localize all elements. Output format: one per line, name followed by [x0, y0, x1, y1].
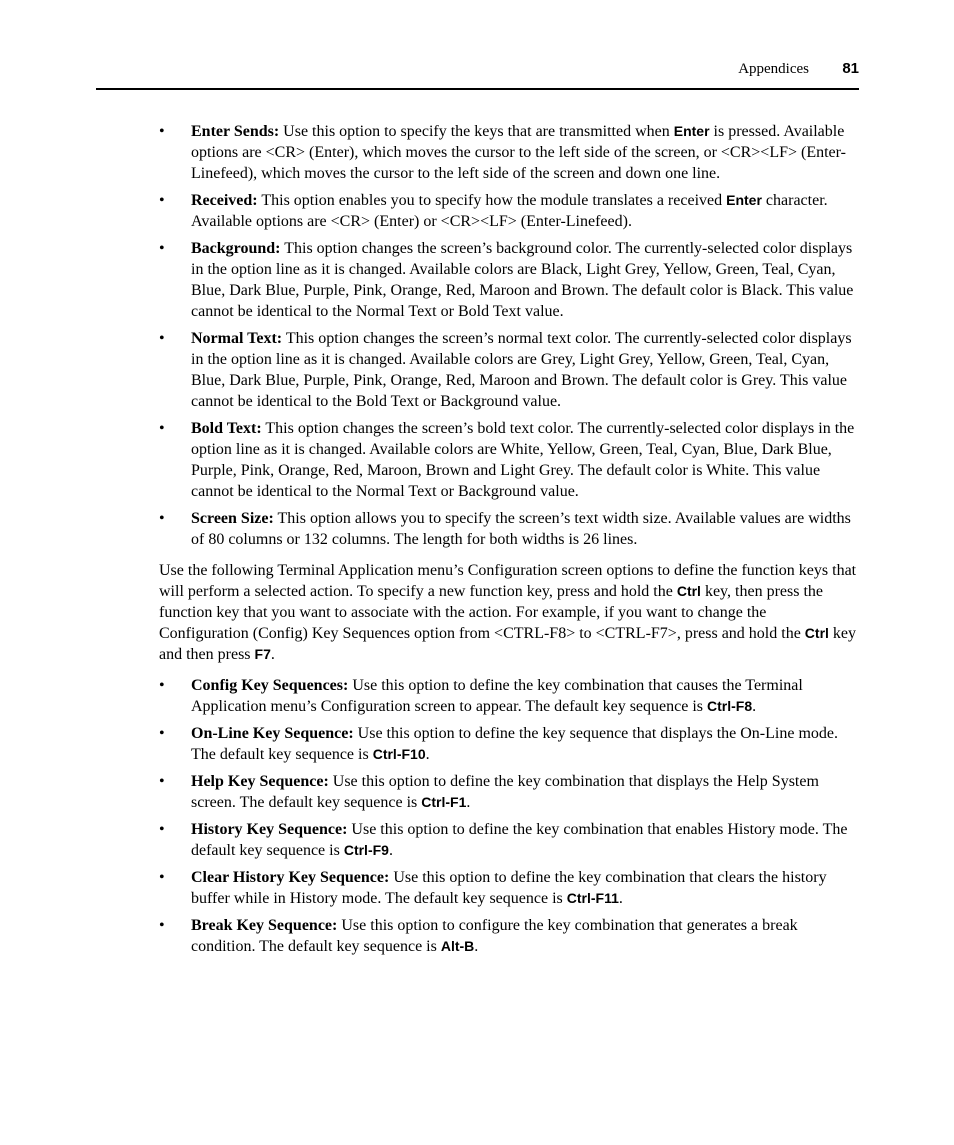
list-item — [159, 867, 859, 909]
bullet-icon: • — [159, 725, 165, 742]
body-text: This option changes the screen’s background color. The currently-selected color displays in the option line as it is changed. Available colors are Black, Light Grey, Yellow, Green, Teal, Cyan, Blue, Dark Blue, Purple, Pink, Orange, Red, Maroon and Brown. The default color is Black. This value cannot be identical to the Normal Text or Bold Text value. — [191, 240, 854, 320]
header-rule — [96, 88, 859, 90]
key-name: Enter — [726, 192, 762, 208]
option-term: On-Line Key Sequence: — [191, 725, 354, 742]
option-term: Config Key Sequences: — [191, 677, 349, 694]
key-sequence-list — [159, 675, 859, 957]
bullet-icon: • — [159, 869, 165, 886]
body-text: Use this option to define the key combination that clears the history buffer while in History mode. The default key sequence is — [191, 869, 827, 907]
list-item — [159, 418, 859, 502]
list-item — [159, 121, 859, 184]
key-name: Ctrl-F11 — [566, 890, 619, 906]
config-intro-paragraph — [159, 560, 859, 665]
body-text: . — [270, 646, 275, 663]
bullet-icon: • — [159, 192, 165, 209]
body-text: Use this option to define the key sequence that displays the On-Line mode. The default key sequence is — [191, 725, 838, 763]
body-text: . — [388, 842, 393, 859]
option-term: Break Key Sequence: — [191, 917, 338, 934]
bullet-icon: • — [159, 420, 165, 437]
option-term: Normal Text: — [191, 330, 283, 347]
list-item — [159, 190, 859, 232]
key-name: Alt-B — [440, 938, 475, 954]
header-section-title: Appendices — [738, 61, 809, 77]
bullet-icon: • — [159, 240, 165, 257]
body-text: . — [474, 938, 479, 955]
body-text: is pressed. Available options are <CR> (Enter), which moves the cursor to the left side of the screen, or <CR><LF> (Enter-Linefeed), which moves the cursor to the left side of the screen and down one line. — [191, 123, 846, 182]
body-text: . — [752, 698, 757, 715]
body-text: Use this option to define the key combination that displays the Help System screen. The default key sequence is — [191, 773, 819, 811]
body-text: . — [466, 794, 471, 811]
body-text: This option allows you to specify the screen’s text width size. Available values are widths of 80 columns or 132 columns. The length for both widths is 26 lines. — [191, 510, 851, 548]
bullet-icon: • — [159, 677, 165, 694]
option-term: Enter Sends: — [191, 123, 280, 140]
list-item — [159, 819, 859, 861]
page-number: 81 — [842, 60, 859, 77]
list-item — [159, 675, 859, 717]
option-term: Background: — [191, 240, 281, 257]
list-item — [159, 723, 859, 765]
body-text: key, then press the function key that you want to associate with the action. For example, if you want to change the Configuration (Config) Key Sequences option from <CTRL-F8> to <CTRL-F7>, press and hold the — [159, 583, 823, 642]
body-text: Use this option to define the key combination that enables History mode. The default key sequence is — [191, 821, 848, 859]
bullet-icon: • — [159, 917, 165, 934]
bullet-icon: • — [159, 123, 165, 140]
key-name: Ctrl-F10 — [372, 746, 426, 762]
list-item — [159, 328, 859, 412]
body-text: . — [425, 746, 430, 763]
option-term: Bold Text: — [191, 420, 262, 437]
body-text: Use this option to configure the key combination that generates a break condition. The default key sequence is — [191, 917, 798, 955]
list-item — [159, 771, 859, 813]
bullet-icon: • — [159, 821, 165, 838]
key-name: F7 — [254, 646, 271, 662]
body-text: Use this option to specify the keys that are transmitted when — [279, 123, 674, 140]
body-text: This option changes the screen’s normal text color. The currently-selected color displays in the option line as it is changed. Available colors are Grey, Light Grey, Yellow, Green, Teal, Cyan, Blue, Dark Blue, Purple, Pink, Orange, Red, Maroon and Brown. The default color is Grey. This value cannot be identical to the Bold Text or Background value. — [191, 330, 852, 410]
list-item — [159, 238, 859, 322]
list-item — [159, 915, 859, 957]
option-term: Received: — [191, 192, 258, 209]
page-header — [96, 59, 859, 79]
terminal-settings-list — [159, 121, 859, 550]
option-term: Clear History Key Sequence: — [191, 869, 390, 886]
key-name: Enter — [673, 123, 710, 139]
list-item — [159, 508, 859, 550]
key-name: Ctrl — [676, 583, 701, 599]
body-text: character. Available options are <CR> (Enter) or <CR><LF> (Enter-Linefeed). — [191, 192, 828, 230]
option-term: Help Key Sequence: — [191, 773, 329, 790]
body-text: This option enables you to specify how the module translates a received — [257, 192, 727, 209]
bullet-icon: • — [159, 330, 165, 347]
key-name: Ctrl — [804, 625, 829, 641]
bullet-icon: • — [159, 510, 165, 527]
body-text: This option changes the screen’s bold text color. The currently-selected color displays in the option line as it is changed. Available colors are White, Yellow, Green, Teal, Cyan, Blue, Dark Blue, Purple, Pink, Orange, Red, Maroon, Brown and Light Grey. The default color is White. This value cannot be identical to the Normal Text or Background value. — [191, 420, 855, 500]
body-text: . — [618, 890, 623, 907]
body-text: Use this option to define the key combination that causes the Terminal Application menu’s Configuration screen to appear. The default key sequence is — [191, 677, 803, 715]
page-body — [159, 121, 859, 963]
bullet-icon: • — [159, 773, 165, 790]
option-term: Screen Size: — [191, 510, 274, 527]
body-text: Use the following Terminal Application menu’s Configuration screen options to define the function keys that will perform a selected action. To specify a new function key, press and hold the — [159, 562, 857, 600]
body-text: key and then press — [159, 625, 857, 663]
option-term: History Key Sequence: — [191, 821, 348, 838]
key-name: Ctrl-F1 — [421, 794, 467, 810]
key-name: Ctrl-F8 — [707, 698, 753, 714]
key-name: Ctrl-F9 — [343, 842, 389, 858]
